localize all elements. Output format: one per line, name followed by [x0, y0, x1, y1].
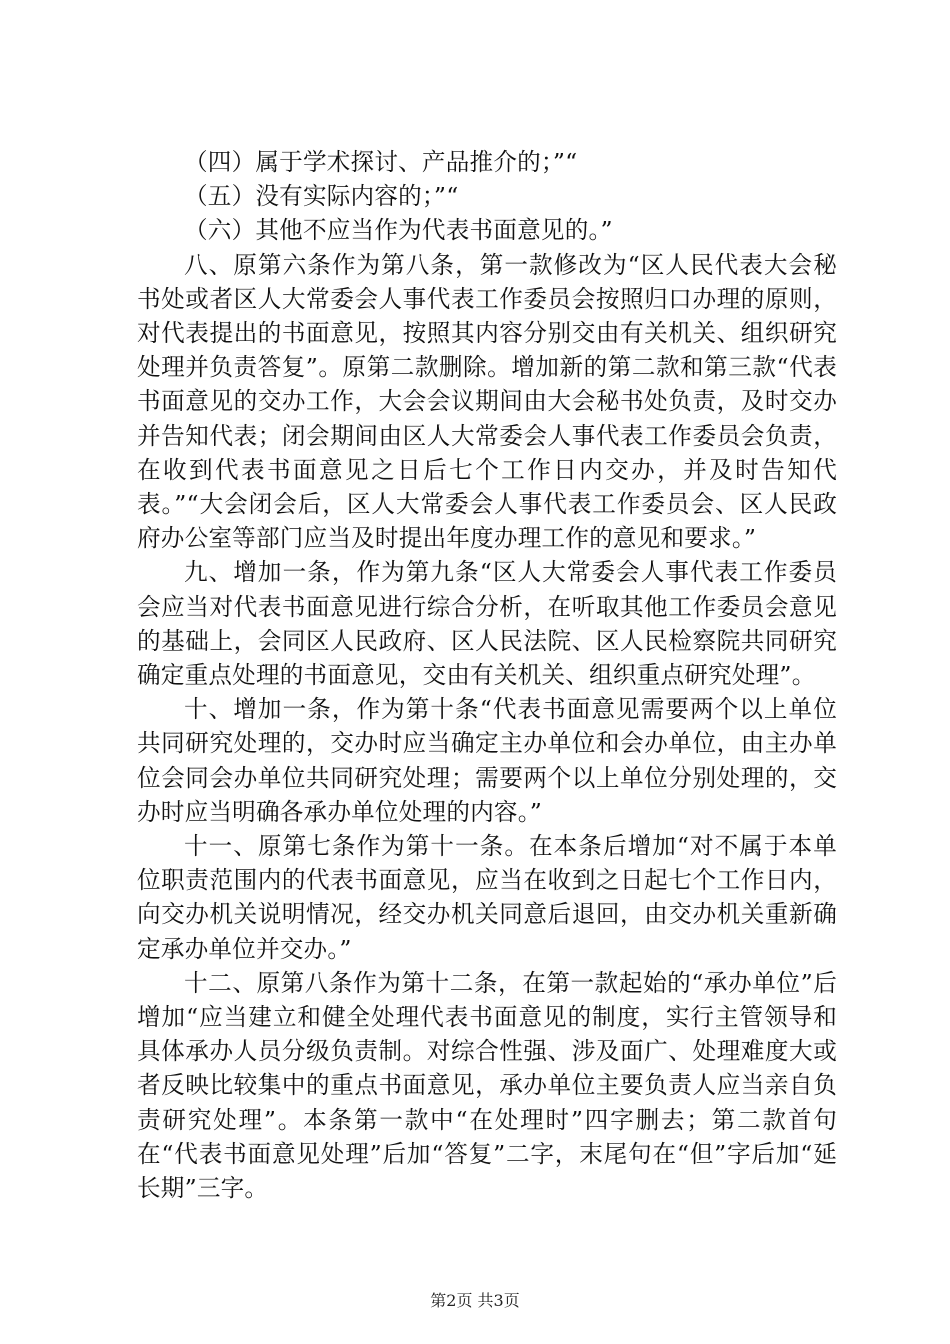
- paragraph-article-9: 九、增加一条，作为第九条“区人大常委会人事代表工作委员会应当对代表书面意见进行综合分析，在听取其他工作委员会意见的基础上，会同区人民政府、区人民法院、区人民检察院共同研究确定重点处理的书面意见，交由有关机关、组织重点研究处理”。: [137, 558, 837, 690]
- paragraph-article-11: 十一、原第七条作为第十一条。在本条后增加“对不属于本单位职责范围内的代表书面意见，应当在收到之日起七个工作日内，向交办机关说明情况，经交办机关同意后退回，由交办机关重新确定承办单位并交办。”: [137, 832, 837, 963]
- document-body: [137, 145, 837, 1205]
- paragraph-item-5: （五）没有实际内容的；”“: [184, 182, 459, 211]
- paragraph-article-10: 十、增加一条，作为第十条“代表书面意见需要两个以上单位共同研究处理的，交办时应当确定主办单位和会办单位，由主办单位会同会办单位共同研究处理；需要两个以上单位分别处理的，交办时应当明确各承办单位处理的内容。”: [137, 695, 837, 826]
- paragraph-article-12: 十二、原第八条作为第十二条，在第一款起始的“承办单位”后增加“应当建立和健全处理代表书面意见的制度，实行主管领导和具体承办人员分级负责制。对综合性强、涉及面广、处理难度大或者反映比较集中的重点书面意见，承办单位主要负责人应当亲自负责研究处理”。本条第一款中“在处理时”四字删去；第二款首句在“代表书面意见处理”后加“答复”二字，末尾句在“但”字后加“延长期”三字。: [137, 968, 837, 1203]
- paragraph-item-4: （四）属于学术探讨、产品推介的；”“: [184, 148, 578, 176]
- paragraph-item-6: （六）其他不应当作为代表书面意见的。”: [184, 216, 613, 245]
- page-number-footer: 第2页 共3页: [430, 1291, 520, 1310]
- paragraph-article-8: 八、原第六条作为第八条，第一款修改为“区人民代表大会秘书处或者区人大常委会人事代表工作委员会按照归口办理的原则，对代表提出的书面意见，按照其内容分别交由有关机关、组织研究处理并负责答复”。原第二款删除。增加新的第二款和第三款“代表书面意见的交办工作，大会会议期间由大会秘书处负责，及时交办并告知代表；闭会期间由区人大常委会人事代表工作委员会负责，在收到代表书面意见之日后七个工作日内交办，并及时告知代表。”“大会闭会后，区人大常委会人事代表工作委员会、区人民政府办公室等部门应当及时提出年度办理工作的意见和要求。”: [137, 250, 837, 553]
